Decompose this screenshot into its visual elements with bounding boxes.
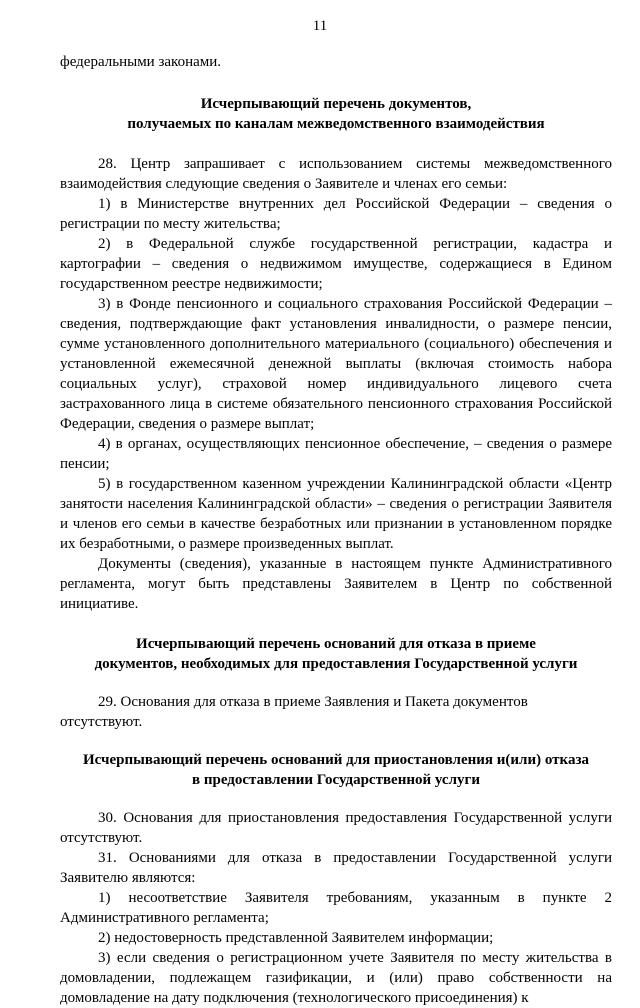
section-refusal-grounds bbox=[60, 634, 612, 732]
heading-line: получаемых по каналам межведомственного взаимодействия bbox=[127, 116, 545, 132]
paragraph-30: 30. Основания для приостановления предоставления Государственной услуги отсутствуют. bbox=[60, 810, 612, 846]
heading-line: документов, необходимых для предоставления Государственной услуги bbox=[94, 656, 578, 672]
paragraph-31: 31. Основаниями для отказа в предоставлении Государственной услуги Заявителю являются: bbox=[60, 850, 612, 886]
section-heading bbox=[60, 750, 612, 790]
list-item: 2) недостоверность представленной Заявителем информации; bbox=[98, 930, 494, 946]
list-item: 5) в государственном казенном учреждении Калининградской области «Центр занятости населения Калининградской области» – сведения о регистрации Заявителя и членов его семьи в качестве безработных или признании в установленном порядке их безработными, о размере произведенных выплат. bbox=[60, 476, 612, 552]
heading-line: Исчерпывающий перечень оснований для отказа в приеме bbox=[136, 636, 536, 652]
list-item: 4) в органах, осуществляющих пенсионное обеспечение, – сведения о размере пенсии; bbox=[60, 436, 612, 472]
heading-line: Исчерпывающий перечень оснований для приостановления и(или) отказа bbox=[83, 752, 589, 768]
list-item: 1) в Министерстве внутренних дел Российской Федерации – сведения о регистрации по месту жительства; bbox=[60, 196, 612, 232]
section-suspension-grounds bbox=[60, 750, 612, 1008]
section-heading bbox=[60, 94, 612, 134]
list-item: 1) несоответствие Заявителя требованиям, указанным в пункте 2 Административного регламента; bbox=[60, 890, 612, 926]
intro-tail: федеральными законами. bbox=[60, 54, 222, 70]
heading-line: в предоставлении Государственной услуги bbox=[192, 772, 480, 788]
list-item: 2) в Федеральной службе государственной регистрации, кадастра и картографии – сведения о недвижимом имуществе, содержащиеся в Едином государственном реестре недвижимости; bbox=[60, 236, 612, 292]
section-heading bbox=[60, 634, 612, 674]
section-interagency-documents bbox=[60, 94, 612, 614]
closing-paragraph: Документы (сведения), указанные в настоящем пункте Административного регламента, могут быть представлены Заявителем в Центр по собственной инициативе. bbox=[60, 556, 612, 612]
heading-line: Исчерпывающий перечень документов, bbox=[200, 96, 472, 112]
list-item: 3) если сведения о регистрационном учете Заявителя по месту жительства в домовладении, подлежащем газификации, и (или) право собственности на домовладение на дату подключения (технологического присоединения) к bbox=[60, 950, 612, 1006]
paragraph-28: 28. Центр запрашивает с использованием системы межведомственного взаимодействия следующие сведения о Заявителе и членах его семьи: bbox=[60, 156, 612, 192]
paragraph-29: 29. Основания для отказа в приеме Заявления и Пакета документов отсутствуют. bbox=[60, 694, 528, 730]
page-number: 11 bbox=[312, 18, 328, 34]
list-item: 3) в Фонде пенсионного и социального страхования Российской Федерации – сведения, подтверждающие факт установления инвалидности, о размере пенсии, сумме установленного дополнительного материального (социального) обеспечения и установленной ежемесячной денежной выплаты (включая стоимость набора социальных услуг), страховой номер индивидуального лицевого счета застрахованного лица в системе обязательного пенсионного страхования Российской Федерации, сведения о размере выплат; bbox=[60, 296, 612, 432]
document-body bbox=[60, 52, 612, 1008]
